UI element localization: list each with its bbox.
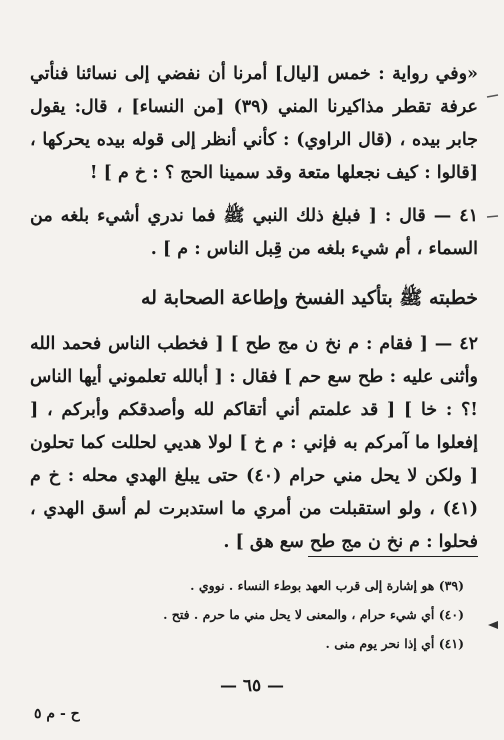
margin-tick-icon [486, 92, 500, 102]
footnotes [60, 571, 464, 658]
page-number: — ٦٥ — [219, 676, 285, 696]
main-text [30, 58, 478, 559]
footnote-divider [308, 556, 478, 557]
section-heading: خطبته ﷺ بتأكيد الفسخ وإطاعة الصحابة له [140, 287, 478, 309]
margin-arrow-icon [486, 620, 500, 630]
paragraph-42: ٤٢ — [ فقام : م نخ ن مج طح ] [ فخطب الناس فحمد الله وأثنى عليه : طح سع حم ] فقال : [ أبالله تعلموني أيها الناس !؟ : خا ] [ قد علمتم أني أتقاكم لله وأصدقكم وأبركم ، [ إفعلوا ما آمركم به فإني : م خ ] لولا هديي لحللت كما تحلون [ ولكن لا يحل مني حرام (٤٠) حتى يبلغ الهدي محله : خ م (٤١) ، ولو استقبلت من أمري ما استدبرت لم أسق الهدي ، فحلوا : م نخ ن مج طح سع هق ] . [30, 334, 479, 552]
footnote-39: (٣٩) هو إشارة إلى قرب العهد بوطء النساء . نووي . [190, 578, 464, 593]
margin-tick-icon [486, 212, 500, 222]
printer-signature-mark: ح - م ٥ [34, 706, 80, 722]
footnote-41: (٤١) أي إذا نحر يوم منى . [325, 636, 464, 651]
paragraph-41: ٤١ — قال : [ فبلغ ذلك النبي ﷺ فما ندري أشيء بلغه من السماء ، أم شيء بلغه من قِبل الناس : م ] . [30, 206, 478, 259]
paragraph-40: «وفي رواية : خمس [ليال] أمرنا أن نفضي إلى نسائنا فنأتي عرفة تقطر مذاكيرنا المني (٣٩) [من النساء] ، قال: يقول جابر بيده ، (قال الراوي) : كأني أنظر إلى قوله بيده يحركها ، [قالوا : كيف نجعلها متعة وقد سمينا الحج ؟ : خ م ] ! [30, 64, 478, 183]
footnote-40: (٤٠) أي شيء حرام ، والمعنى لا يحل مني ما حرم . فتح . [163, 607, 464, 622]
